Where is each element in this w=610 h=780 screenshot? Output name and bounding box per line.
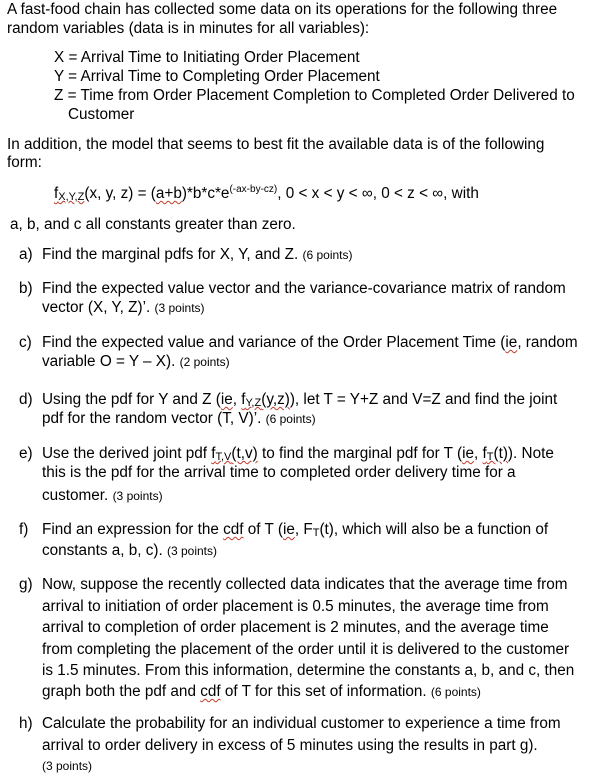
question-g-line-6: graph both the pdf and cdf of T for this set of information. (6 points) xyxy=(42,683,481,700)
question-c-letter: c) xyxy=(19,334,32,351)
question-e-line-3: customer. (3 points) xyxy=(42,487,163,504)
question-g-line-3: arrival to completion of order placement is 2 minutes, and the average time xyxy=(42,619,549,636)
variable-z-line-2: Customer xyxy=(68,106,135,123)
question-f-line-1: Find an expression for the cdf of T (ie, $F_T(t)$, which will also be a function of xyxy=(42,521,549,539)
question-c-line-1: Find the expected value and variance of the Order Placement Time (ie, random xyxy=(42,334,578,351)
question-b-line-1: Find the expected value vector and the variance-covariance matrix of random xyxy=(42,280,566,297)
question-a-letter: a) xyxy=(19,246,33,263)
question-f-letter: f) xyxy=(19,521,29,538)
question-d-line-1: Using the pdf for Y and Z (ie, $f_{Y,Z}(y,z)$), let T = Y+Z and V=Z and find the joint xyxy=(42,391,558,409)
question-g-letter: g) xyxy=(19,576,33,593)
question-e-letter: e) xyxy=(19,445,33,462)
variable-y: Y = Arrival Time to Completing Order Placement xyxy=(54,68,380,85)
points-label: (3 points) xyxy=(112,489,163,503)
question-d-line-2: pdf for the random vector (T, V)’. (6 points) xyxy=(42,410,316,427)
model-line-2: form: xyxy=(7,154,42,171)
question-g-line-2: arrival to initiation of order placement is 0.5 minutes, the average time from xyxy=(42,598,549,615)
pdf-symbol: $f_{X,Y,Z}$ xyxy=(54,185,85,203)
question-h-letter: h) xyxy=(19,715,33,732)
intro-line-1: A fast-food chain has collected some data on its operations for the following three xyxy=(7,1,558,18)
joint-pdf-equation: $f_{X,Y,Z}(x$, y, $z) = (a+b)*b*c*e^{(-ax-by-cz)}$, 0 < x < y < ∞, 0 < z < ∞, with xyxy=(54,184,479,203)
points-label: (6 points) xyxy=(430,685,481,699)
question-b-letter: b) xyxy=(19,280,33,297)
constants-line: a, b, and c all constants greater than zero. xyxy=(10,216,296,233)
question-h-line-1: Calculate the probability for an individual customer to experience a time from xyxy=(42,715,561,732)
points-label: (3 points) xyxy=(166,544,218,558)
question-e-line-2: this is the pdf for the arrival time to completed order delivery time for a xyxy=(42,464,516,481)
question-g-line-4: from completing the placement of the order until it is delivered to the customer xyxy=(42,641,570,658)
question-g-line-5: is 1.5 minutes. From this information, determine the constants a, b, and c, then xyxy=(42,662,575,679)
variable-x: X = Arrival Time to Initiating Order Placement xyxy=(54,49,360,66)
intro-line-2: random variables (data is in minutes for all variables): xyxy=(7,20,370,37)
variable-z-line-1: Z = Time from Order Placement Completion to Completed Order Delivered to xyxy=(54,87,575,104)
points-label: (6 points) xyxy=(302,248,353,262)
question-h-points: (3 points) xyxy=(42,759,93,773)
question-b-line-2: vector (X, Y, Z)’. (3 points) xyxy=(42,299,205,316)
points-label: (2 points) xyxy=(179,355,230,369)
question-d-letter: d) xyxy=(19,391,33,408)
question-g-line-1: Now, suppose the recently collected data indicates that the average time from xyxy=(42,576,568,593)
question-h-line-2: arrival to order delivery in excess of 5 minutes using the results in part g). xyxy=(42,737,538,754)
question-f-line-2: constants a, b, c). (3 points) xyxy=(42,542,218,559)
question-a-text: Find the marginal pdfs for X, Y, and Z. (6 points) xyxy=(42,246,353,263)
points-label: (3 points) xyxy=(154,301,205,315)
question-e-line-1: Use the derived joint pdf $f_{T,V}(t,v)$ to find the marginal pdf for T (ie, $f_T(t)$). Note xyxy=(42,445,554,463)
question-c-line-2: variable O = Y – X). (2 points) xyxy=(42,353,230,370)
model-line-1: In addition, the model that seems to best fit the available data is of the following xyxy=(7,136,545,153)
points-label: (6 points) xyxy=(265,412,316,426)
